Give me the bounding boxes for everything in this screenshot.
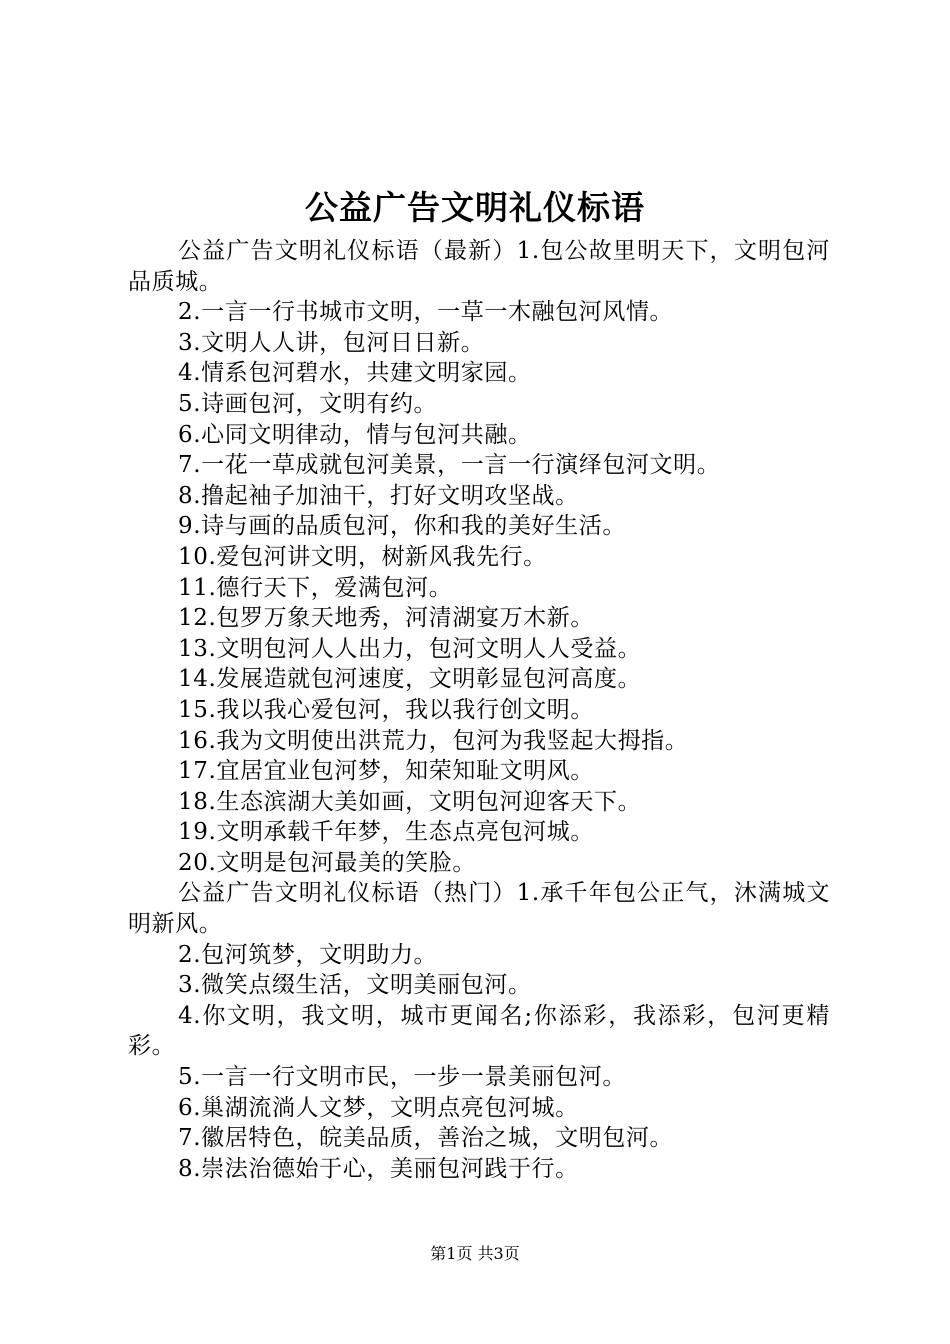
paragraph: 2.包河筑梦，文明助力。 bbox=[178, 941, 438, 968]
paragraph: 11.德行天下，爱满包河。 bbox=[178, 574, 453, 601]
paragraph: 7.一花一草成就包河美景，一言一行演绎包河文明。 bbox=[178, 452, 721, 479]
paragraph: 3.微笑点缀生活，文明美丽包河。 bbox=[178, 972, 532, 999]
paragraph: 3.文明人人讲，包河日日新。 bbox=[178, 329, 485, 356]
paragraph: 9.诗与画的品质包河，你和我的美好生活。 bbox=[178, 513, 626, 540]
paragraph: 8.撸起袖子加油干，打好文明攻坚战。 bbox=[178, 482, 579, 509]
paragraph: 6.心同文明律动，情与包河共融。 bbox=[178, 421, 532, 448]
paragraph: 8.崇法治德始于心，美丽包河践于行。 bbox=[178, 1155, 579, 1182]
paragraph: 16.我为文明使出洪荒力，包河为我竖起大拇指。 bbox=[178, 727, 689, 754]
document-body bbox=[128, 236, 830, 1184]
paragraph: 14.发展造就包河速度，文明彰显包河高度。 bbox=[178, 666, 642, 693]
paragraph: 15.我以我心爱包河，我以我行创文明。 bbox=[178, 696, 594, 723]
paragraph: 18.生态滨湖大美如画，文明包河迎客天下。 bbox=[178, 788, 642, 815]
paragraph: 10.爱包河讲文明，树新风我先行。 bbox=[178, 543, 547, 570]
paragraph: 公益广告文明礼仪标语（热门）1.承千年包公正气，沐满城文明新风。 bbox=[128, 880, 830, 938]
paragraph: 19.文明承载千年梦，生态点亮包河城。 bbox=[178, 819, 594, 846]
page-title: 公益广告文明礼仪标语 bbox=[305, 188, 645, 227]
paragraph: 17.宜居宜业包河梦，知荣知耻文明风。 bbox=[178, 758, 594, 785]
paragraph: 4.你文明，我文明，城市更闻名;你添彩，我添彩，包河更精彩。 bbox=[128, 1002, 830, 1060]
paragraph: 5.一言一行文明市民，一步一景美丽包河。 bbox=[178, 1064, 626, 1091]
paragraph: 公益广告文明礼仪标语（最新）1.包公故里明天下，文明包河品质城。 bbox=[128, 238, 830, 295]
paragraph: 2.一言一行书城市文明，一草一木融包河风情。 bbox=[178, 299, 674, 326]
page-footer: 第1页 共3页 bbox=[430, 1244, 520, 1263]
paragraph: 5.诗画包河，文明有约。 bbox=[178, 390, 438, 417]
paragraph: 4.情系包河碧水，共建文明家园。 bbox=[178, 360, 532, 387]
paragraph: 12.包罗万象天地秀，河清湖宴万木新。 bbox=[178, 605, 594, 632]
paragraph: 6.巢湖流淌人文梦，文明点亮包河城。 bbox=[178, 1094, 579, 1121]
paragraph: 13.文明包河人人出力，包河文明人人受益。 bbox=[178, 635, 642, 662]
paragraph: 7.徽居特色，皖美品质，善治之城，文明包河。 bbox=[178, 1125, 674, 1152]
paragraph: 20.文明是包河最美的笑脸。 bbox=[178, 849, 476, 876]
